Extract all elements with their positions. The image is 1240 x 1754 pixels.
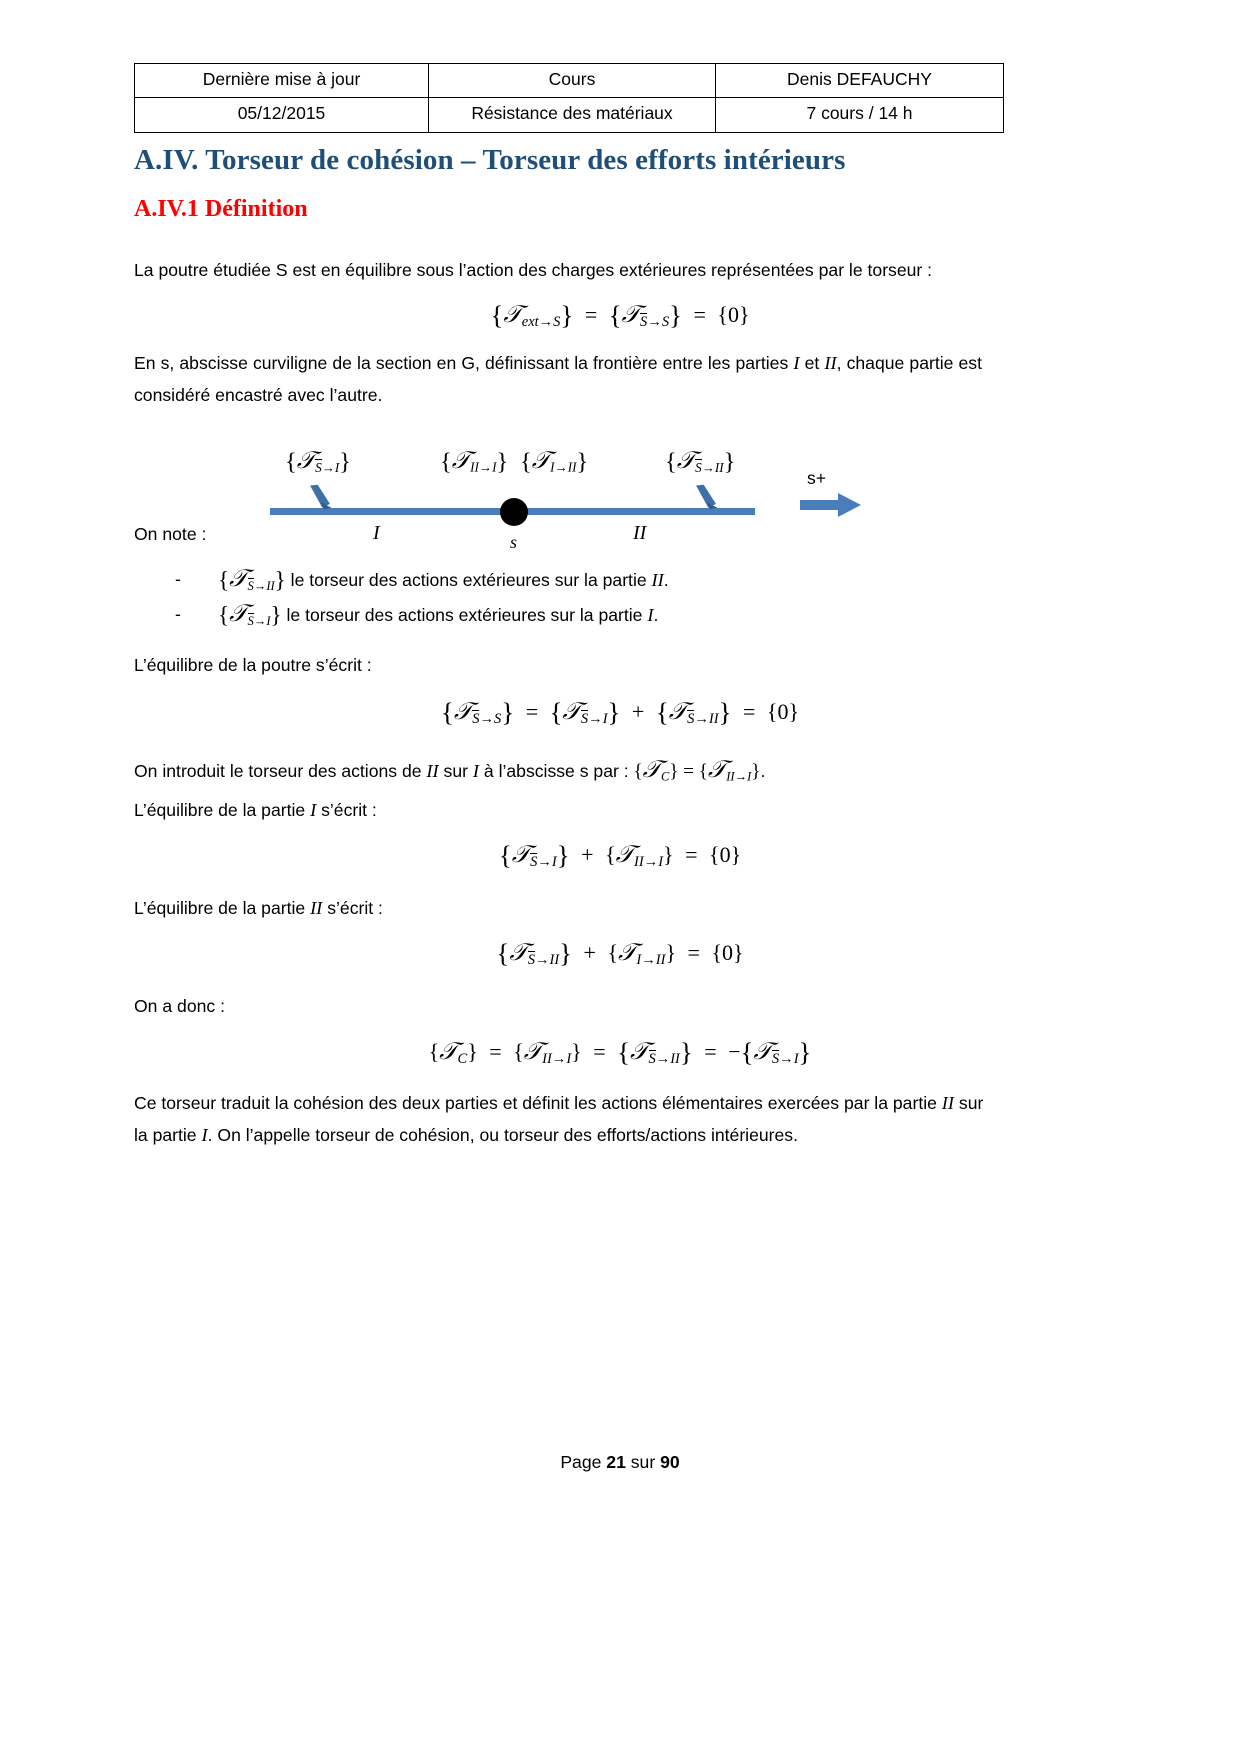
figure-label-TII-to-I: {𝒯$_{II\to I}$}	[440, 448, 509, 476]
p2-text-a: En s, abscisse curviligne de la section en G, définissant la frontière entre les parties	[134, 353, 794, 373]
eq3-overline-a: S	[530, 854, 538, 871]
footer-prefix: Page	[560, 1452, 607, 1472]
eq1-sub1: ext→S	[521, 314, 561, 331]
load-arrow-left-icon	[307, 484, 333, 510]
eqI-b: s’écrit :	[316, 800, 377, 820]
section-title: A.IV. Torseur de cohésion – Torseur des efforts intérieurs	[134, 144, 846, 176]
header-cell-hours: 7 cours / 14 h	[716, 98, 1004, 132]
eq1-rhs: {0}	[717, 302, 750, 328]
eq5-sub-a: II→I	[542, 1051, 572, 1068]
figure-label-TI-to-II: {𝒯$_{I\to II}$}	[520, 448, 589, 476]
paragraph-intro: La poutre étudiée S est en équilibre sous l’action des charges extérieures représentées par le torseur :	[134, 260, 933, 280]
eq2-overline-b: S	[687, 711, 695, 728]
eq1-overline-S: S	[640, 314, 648, 331]
final-II: II	[941, 1093, 955, 1113]
p2-part-II: II	[824, 353, 837, 373]
eq4-rhs: {0}	[711, 940, 744, 966]
paragraph-conclusion	[134, 1088, 984, 1151]
label-on-note: On note :	[134, 524, 207, 544]
page-footer	[0, 1452, 1240, 1473]
paragraph-equilibre-partie-I	[134, 795, 377, 827]
header-table	[134, 63, 1004, 133]
fig-sub-2: II→I	[470, 459, 497, 475]
equation-5: {𝒯$_C$} = {𝒯$_{II\to I}$} = {𝒯$_{S\to II}$} = −{𝒯$_{S\to I}$}	[428, 1037, 812, 1068]
eq4-sub-b: I→II	[636, 952, 666, 969]
eqII-a: L’équilibre de la partie	[134, 898, 311, 918]
eq3-rhs: {0}	[709, 842, 742, 868]
inline-tii-sub: II→I	[726, 769, 752, 784]
fig-sub-4: →II	[701, 459, 724, 475]
fig-sub-3: I→II	[550, 459, 577, 475]
footer-total-pages: 90	[660, 1452, 680, 1472]
eqI-a: L’équilibre de la partie	[134, 800, 311, 820]
eq5-overline-b: S	[648, 1051, 656, 1068]
figure-part-I-label: I	[373, 522, 380, 544]
beam-section-node	[500, 498, 528, 526]
paragraph-equilibre-partie-II	[134, 893, 383, 925]
header-cell-subject: Résistance des matériaux	[429, 98, 716, 132]
paragraph-equilibre-poutre: L’équilibre de la poutre s’écrit :	[134, 655, 372, 675]
eq4-overline-a: S	[527, 952, 535, 969]
introduit-end: .	[760, 761, 766, 781]
final-a: Ce torseur traduit la cohésion des deux parties et définit les actions élémentaires exercées par la partie	[134, 1093, 942, 1113]
eq2-sub-lhs: →S	[479, 711, 502, 728]
eq2-rhs: {0}	[766, 699, 800, 725]
fig-sub-1: →I	[321, 459, 340, 475]
table-row	[135, 98, 1004, 132]
eq3-sub-a: →I	[537, 854, 557, 871]
eq2-sub-a: →I	[588, 711, 608, 728]
eq5-overline-d: S	[771, 1051, 780, 1068]
final-b: sur la partie	[134, 1093, 984, 1145]
p2-text-b: et	[799, 353, 825, 373]
eq2-overline-a: S	[580, 711, 589, 728]
inline-tc-sub: C	[661, 769, 670, 784]
bullet2-text: le torseur des actions extérieures sur la partie	[281, 605, 648, 625]
bullet1-sub: →II	[253, 578, 275, 593]
figure-s-plus-label: s+	[807, 468, 827, 488]
header-cell-date: 05/12/2015	[135, 98, 429, 132]
introduit-c: à l’abscisse s par :	[479, 761, 634, 781]
eq2-overline-lhs: S	[472, 711, 480, 728]
introduit-b: sur	[438, 761, 473, 781]
final-I: I	[201, 1124, 208, 1145]
list-item-2: {𝒯$_{S\to I}$} le torseur des actions extérieures sur la partie I.	[218, 601, 659, 629]
eq2-sub-b: →II	[694, 711, 719, 728]
figure-label-TS-to-I: {𝒯$_{S\to I}$}	[285, 448, 352, 476]
beam-diagram	[255, 440, 875, 552]
equation-3: {𝒯$_{S\to I}$} + {𝒯$_{II\to I}$} = {0}	[498, 840, 742, 871]
bullet1-end: .	[663, 570, 669, 590]
list-bullet-dash-2: -	[175, 604, 181, 624]
bullet2-part: I	[647, 605, 654, 625]
list-bullet-dash-1: -	[175, 569, 181, 589]
equation-2: {𝒯$_{S\to S}$} = {𝒯$_{S\to I}$} + {𝒯$_{S\to II}$} = {0}	[440, 697, 800, 728]
figure-point-s-label: s	[510, 532, 518, 552]
p2-part-I: I	[793, 353, 800, 373]
fig-overline-2: S	[695, 459, 702, 475]
introduit-II: II	[426, 761, 439, 781]
header-cell-author: Denis DEFAUCHY	[716, 64, 1004, 98]
figure-label-TS-to-II: {𝒯$_{S\to II}$}	[665, 448, 736, 476]
eqII-part: II	[310, 898, 323, 918]
header-cell-last-update: Dernière mise à jour	[135, 64, 429, 98]
eq1-sub2-rest: →S	[647, 314, 670, 331]
introduit-I: I	[472, 761, 480, 781]
bullet2-end: .	[653, 605, 659, 625]
header-cell-course: Cours	[429, 64, 716, 98]
table-row	[135, 64, 1004, 98]
p2-text-c: , chaque partie est considéré encastré avec l’autre.	[134, 353, 982, 405]
bullet1-overline: S	[247, 578, 254, 593]
eqII-b: s’écrit :	[322, 898, 383, 918]
bullet2-sub: →I	[253, 613, 271, 628]
equation-4: {𝒯$_{S\to II}$} + {𝒯$_{I\to II}$} = {0}	[496, 938, 744, 969]
fig-overline-1: S	[315, 459, 322, 475]
eqI-part: I	[310, 800, 317, 820]
footer-middle: sur	[625, 1452, 661, 1472]
figure-part-II-label: II	[633, 522, 647, 544]
final-c: . On l’appelle torseur de cohésion, ou torseur des efforts/actions intérieures.	[207, 1124, 798, 1145]
introduit-a: On introduit le torseur des actions de	[134, 761, 427, 781]
eq3-sub-b: II→I	[634, 854, 664, 871]
paragraph-introduit	[134, 750, 765, 791]
subsection-title: A.IV.1 Définition	[134, 196, 308, 222]
eq5-sub-d: →I	[779, 1051, 799, 1068]
load-arrow-right-icon	[693, 484, 719, 510]
list-item-1: {𝒯$_{S\to II}$} le torseur des actions extérieures sur la partie II.	[218, 566, 669, 594]
eq5-sub-b: →II	[655, 1051, 680, 1068]
direction-arrow-icon	[800, 492, 862, 518]
eq5-sub-c: C	[457, 1051, 468, 1068]
equation-1: {𝒯$_{ext\to S}$} = {𝒯$_{S\to S}$} = {0}	[490, 300, 750, 331]
paragraph-abscisse	[134, 348, 982, 410]
eq4-sub-a: →II	[534, 952, 560, 969]
paragraph-on-a-donc: On a donc :	[134, 996, 225, 1016]
bullet2-overline: S	[247, 613, 254, 628]
footer-page-number: 21	[606, 1452, 626, 1472]
bullet1-part: II	[651, 570, 664, 590]
inline-equation-tc: {𝒯$_C$} = {𝒯$_{II\to I}$}	[633, 757, 761, 784]
bullet1-text: le torseur des actions extérieures sur la partie	[285, 570, 652, 590]
